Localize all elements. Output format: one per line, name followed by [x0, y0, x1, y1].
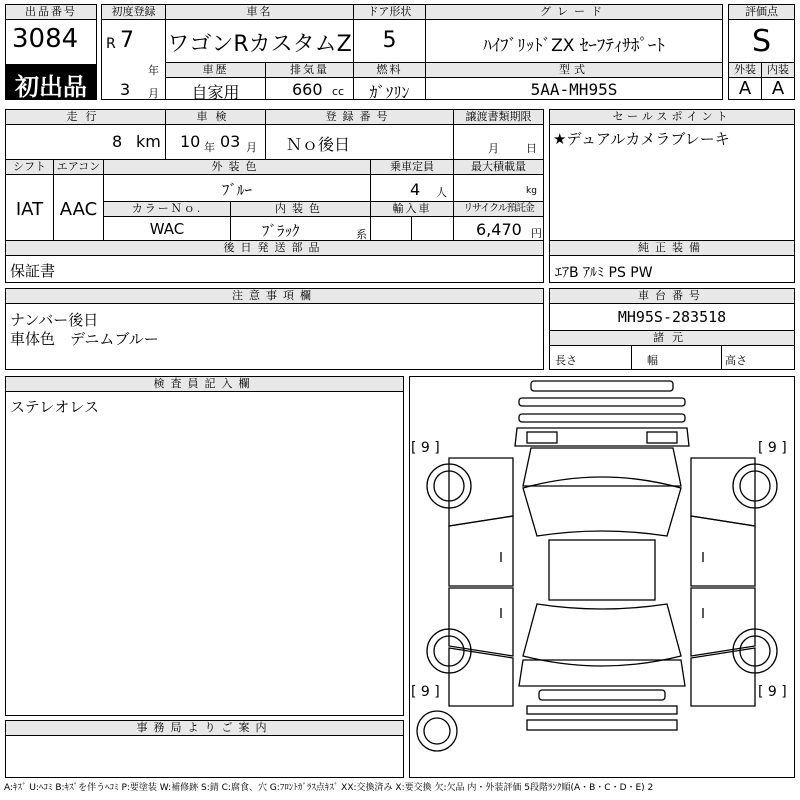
- transfer-docs-label: 譲渡書類期限: [454, 110, 543, 124]
- dims-length-label: 長さ: [555, 354, 577, 367]
- color-no-value: WAC: [149, 220, 185, 238]
- transfer-day-unit: 日: [526, 142, 537, 155]
- displacement-value: 660: [292, 80, 323, 99]
- exterior-score: A: [738, 78, 752, 99]
- interior-score: A: [771, 78, 785, 99]
- capacity-value: 4: [410, 180, 421, 199]
- first-reg-month: 3: [120, 80, 131, 99]
- model-value: 5AA-MH95S: [530, 80, 618, 99]
- office-label: 事務局よりご案内: [6, 721, 403, 735]
- color-no-label: カラーＮｏ.: [104, 202, 230, 216]
- notes-line2: 車体色 デニムブルー: [10, 330, 159, 348]
- inspector-label: 検査員記入欄: [6, 377, 403, 391]
- recycle-value: 6,470: [476, 220, 522, 239]
- interior-color-label: 内装色: [231, 202, 370, 216]
- registration-label: 登録番号: [266, 110, 453, 124]
- recycle-unit: 円: [531, 227, 542, 240]
- interior-color-suffix: 系: [356, 228, 367, 241]
- lot-number: 3084: [12, 24, 79, 54]
- doors-label: ドア形状: [354, 5, 425, 19]
- shift-label: シフト: [6, 160, 53, 174]
- damage-tag-rear-right: [ 9 ]: [758, 684, 787, 700]
- sales-point-label: セールスポイント: [550, 110, 794, 124]
- doors-value: 5: [382, 28, 397, 53]
- inspection-month: 03: [220, 132, 241, 151]
- damage-legend: A:ｷｽﾞ U:ﾍｺﾐ B:ｷｽﾞを伴うﾍｺﾐ P:要塗装 W:補修跡 S:錆 C:腐食、穴 G:ﾌﾛﾝﾄｶﾞﾗｽ点ｷｽﾞ XX:交換済み X:要交換 欠:欠品 内・外装評価 5段階ﾗﾝｸ順(A・B・C・D・E) 2: [4, 783, 654, 793]
- later-parts-value: 保証書: [10, 262, 56, 280]
- score-label: 評価点: [729, 5, 794, 19]
- capacity-label: 乗車定員: [371, 160, 453, 174]
- max-load-unit: kg: [526, 186, 537, 196]
- inspector-box: [5, 376, 404, 716]
- grade-label: グレード: [426, 5, 722, 19]
- registration-value: Ｎｏ後日: [286, 135, 351, 154]
- inspection-month-unit: 月: [246, 141, 257, 154]
- equipment-label: 純正装備: [550, 241, 794, 255]
- first-listing-text: 初出品: [15, 73, 87, 101]
- mileage-value: 8: [112, 132, 123, 151]
- first-reg-year: 7: [120, 28, 134, 53]
- first-reg-month-unit: 月: [148, 87, 159, 100]
- shift-value: IAT: [15, 199, 44, 220]
- inspection-label: 車検: [166, 110, 265, 124]
- car-name-label: 車名: [166, 5, 353, 19]
- chassis-label: 車台番号: [550, 289, 794, 303]
- sales-point-value: ★デュアルカメラブレーキ: [553, 130, 730, 148]
- history-value: 自家用: [191, 83, 240, 102]
- fuel-label: 燃料: [354, 63, 425, 77]
- chassis-value: MH95S-283518: [617, 308, 727, 326]
- dims-width-label: 幅: [647, 354, 658, 367]
- displacement-unit: cc: [332, 85, 345, 98]
- first-reg-year-unit: 年: [148, 64, 159, 77]
- history-label: 車歴: [166, 63, 265, 77]
- dims-label: 諸元: [550, 331, 794, 345]
- score-value: S: [751, 24, 772, 59]
- dims-height-label: 高さ: [725, 354, 747, 367]
- aircon-value: AAC: [59, 199, 98, 220]
- inspection-year: 10: [180, 132, 201, 151]
- grade-value: ﾊｲﾌﾞﾘｯﾄﾞZX ｾｰﾌﾃｨｻﾎﾟｰﾄ: [483, 36, 665, 56]
- car-diagram-icon: [409, 376, 795, 778]
- mileage-label: 走行: [6, 110, 165, 124]
- fuel-value: ｶﾞｿﾘﾝ: [369, 83, 410, 102]
- lot-label: 出品番号: [6, 5, 96, 19]
- notes-label: 注意事項欄: [6, 289, 543, 303]
- capacity-unit: 人: [436, 186, 447, 199]
- equipment-value: ｴｱB ｱﾙﾐ PS PW: [555, 265, 653, 281]
- import-label: 輸入車: [371, 202, 453, 216]
- transfer-month-unit: 月: [488, 142, 499, 155]
- first-reg-label: 初度登録: [102, 5, 165, 19]
- interior-color-value: ﾌﾞﾗｯｸ: [262, 222, 300, 240]
- displacement-label: 排気量: [266, 63, 353, 77]
- later-parts-label: 後日発送部品: [6, 241, 543, 255]
- model-label: 型式: [426, 63, 722, 77]
- exterior-score-label: 外装: [729, 63, 761, 77]
- damage-tag-front-left: [ 9 ]: [411, 440, 440, 456]
- recycle-label: リサイクル預託金: [454, 202, 543, 216]
- interior-score-label: 内装: [762, 63, 794, 77]
- mileage-unit: km: [136, 132, 161, 151]
- damage-tag-rear-left: [ 9 ]: [411, 684, 440, 700]
- first-reg-era: R: [106, 36, 116, 52]
- notes-line1: ナンバー後日: [10, 311, 99, 329]
- exterior-color-label: 外装色: [104, 160, 370, 174]
- car-name-value: ワゴンRカスタムZ: [167, 32, 352, 57]
- damage-tag-front-right: [ 9 ]: [758, 440, 787, 456]
- max-load-label: 最大積載量: [454, 160, 543, 174]
- exterior-color-value: ﾌﾞﾙｰ: [221, 181, 252, 199]
- aircon-label: エアコン: [54, 160, 103, 174]
- inspector-value: ステレオレス: [10, 398, 99, 416]
- inspection-year-unit: 年: [204, 141, 215, 154]
